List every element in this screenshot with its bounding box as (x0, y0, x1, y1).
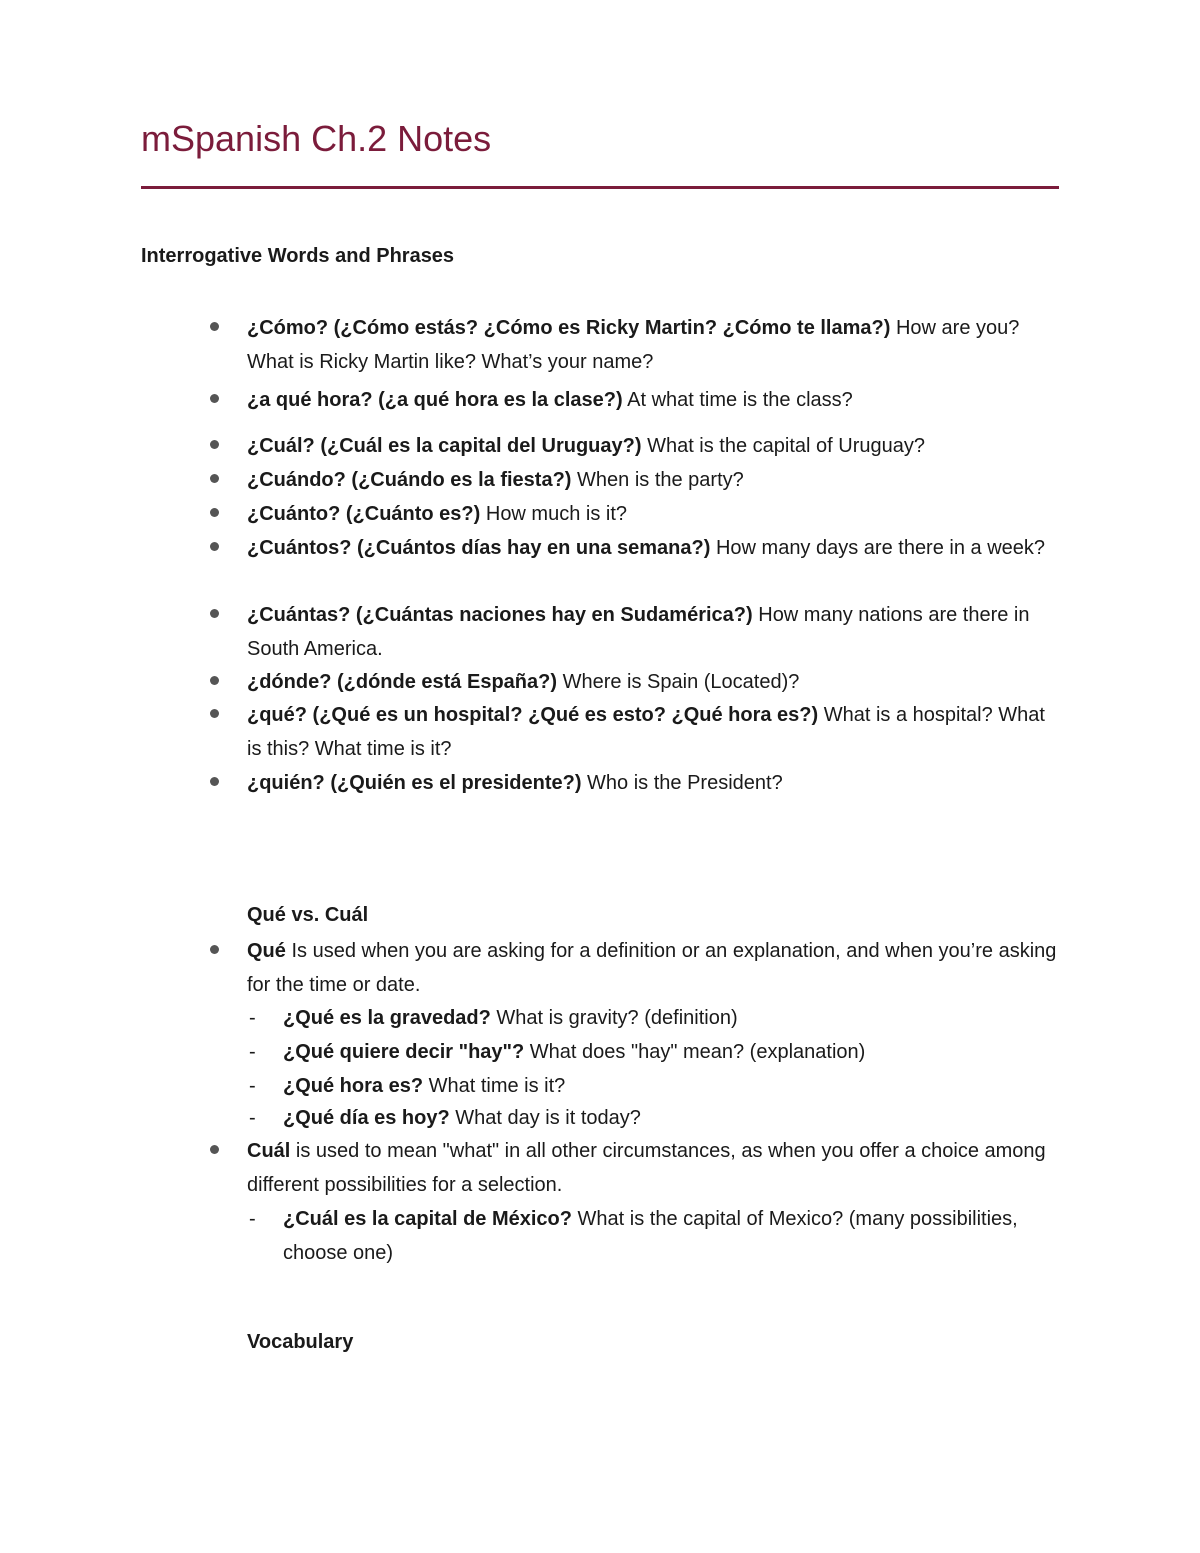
example-english: What day is it today? (449, 1107, 641, 1129)
item-translation: What is the capital of Uruguay? (641, 435, 925, 457)
bullet-icon (210, 322, 219, 331)
bullet-icon (210, 709, 219, 718)
item-translation: When is the party? (571, 469, 744, 491)
bullet-icon (210, 945, 219, 954)
section-heading-interrogatives: Interrogative Words and Phrases (141, 245, 455, 267)
bullet-icon (210, 542, 219, 551)
bullet-icon (210, 777, 219, 786)
example-spanish: ¿Qué es la gravedad? (283, 1007, 491, 1029)
bullet-icon (210, 676, 219, 685)
bullet-icon (210, 609, 219, 618)
bullet-icon (210, 394, 219, 403)
item-phrase: ¿qué? (¿Qué es un hospital? ¿Qué es esto? ¿Qué hora es?) (247, 704, 819, 726)
bullet-icon (210, 508, 219, 517)
bullet-icon (210, 1145, 219, 1154)
item-phrase: ¿dónde? (¿dónde está España?) (247, 671, 558, 693)
example-english: What time is it? (423, 1075, 566, 1097)
example-english: What is the capital of Mexico? (many possibilities, choose one) (283, 1208, 1018, 1264)
example-spanish: ¿Cuál es la capital de México? (283, 1208, 572, 1230)
item-translation: How much is it? (480, 503, 628, 525)
title-divider (141, 186, 1059, 189)
item-explanation: is used to mean "what" in all other circumstances, as when you offer a choice among different possibilities for a selection. (247, 1140, 1046, 1196)
example-spanish: ¿Qué hora es? (283, 1075, 424, 1097)
item-translation: Who is the President? (581, 772, 783, 794)
example-spanish: ¿Qué día es hoy? (283, 1107, 450, 1129)
item-phrase: ¿Cuánto? (¿Cuánto es?) (247, 503, 481, 525)
example-english: What is gravity? (definition) (490, 1007, 738, 1029)
item-phrase: ¿quién? (¿Quién es el presidente?) (247, 772, 582, 794)
example-spanish: ¿Qué quiere decir "hay"? (283, 1041, 525, 1063)
dash-marker: - (249, 1007, 256, 1029)
item-term: Qué (247, 940, 286, 962)
dash-marker: - (249, 1208, 256, 1230)
dash-marker: - (249, 1107, 256, 1129)
dash-marker: - (249, 1041, 256, 1063)
item-phrase: ¿Cuándo? (¿Cuándo es la fiesta?) (247, 469, 572, 491)
item-phrase: ¿Cómo? (¿Cómo estás? ¿Cómo es Ricky Martin? ¿Cómo te llama?) (247, 317, 891, 339)
example-english: What does "hay" mean? (explanation) (524, 1041, 866, 1063)
item-phrase: ¿Cuál? (¿Cuál es la capital del Uruguay?) (247, 435, 642, 457)
bullet-icon (210, 440, 219, 449)
bullet-icon (210, 474, 219, 483)
item-translation: How are you? What is Ricky Martin like? What’s your name? (247, 317, 1020, 373)
item-phrase: ¿Cuántos? (¿Cuántos días hay en una semana?) (247, 537, 711, 559)
item-phrase: ¿Cuántas? (¿Cuántas naciones hay en Sudamérica?) (247, 604, 753, 626)
item-phrase: ¿a qué hora? (¿a qué hora es la clase?) (247, 389, 623, 411)
page-title: mSpanish Ch.2 Notes (141, 118, 492, 159)
item-translation: At what time is the class? (622, 389, 853, 411)
item-translation: What is a hospital? What is this? What time is it? (247, 704, 1045, 760)
section-heading-que-vs-cual: Qué vs. Cuál (247, 904, 369, 926)
section-heading-vocabulary: Vocabulary (247, 1331, 354, 1353)
item-translation: Where is Spain (Located)? (557, 671, 800, 693)
item-explanation: Is used when you are asking for a definition or an explanation, and when you’re asking for the time or date. (247, 940, 1057, 996)
item-term: Cuál (247, 1140, 291, 1162)
item-translation: How many days are there in a week? (710, 537, 1046, 559)
item-translation: How many nations are there in South America. (247, 604, 1030, 660)
dash-marker: - (249, 1075, 256, 1097)
